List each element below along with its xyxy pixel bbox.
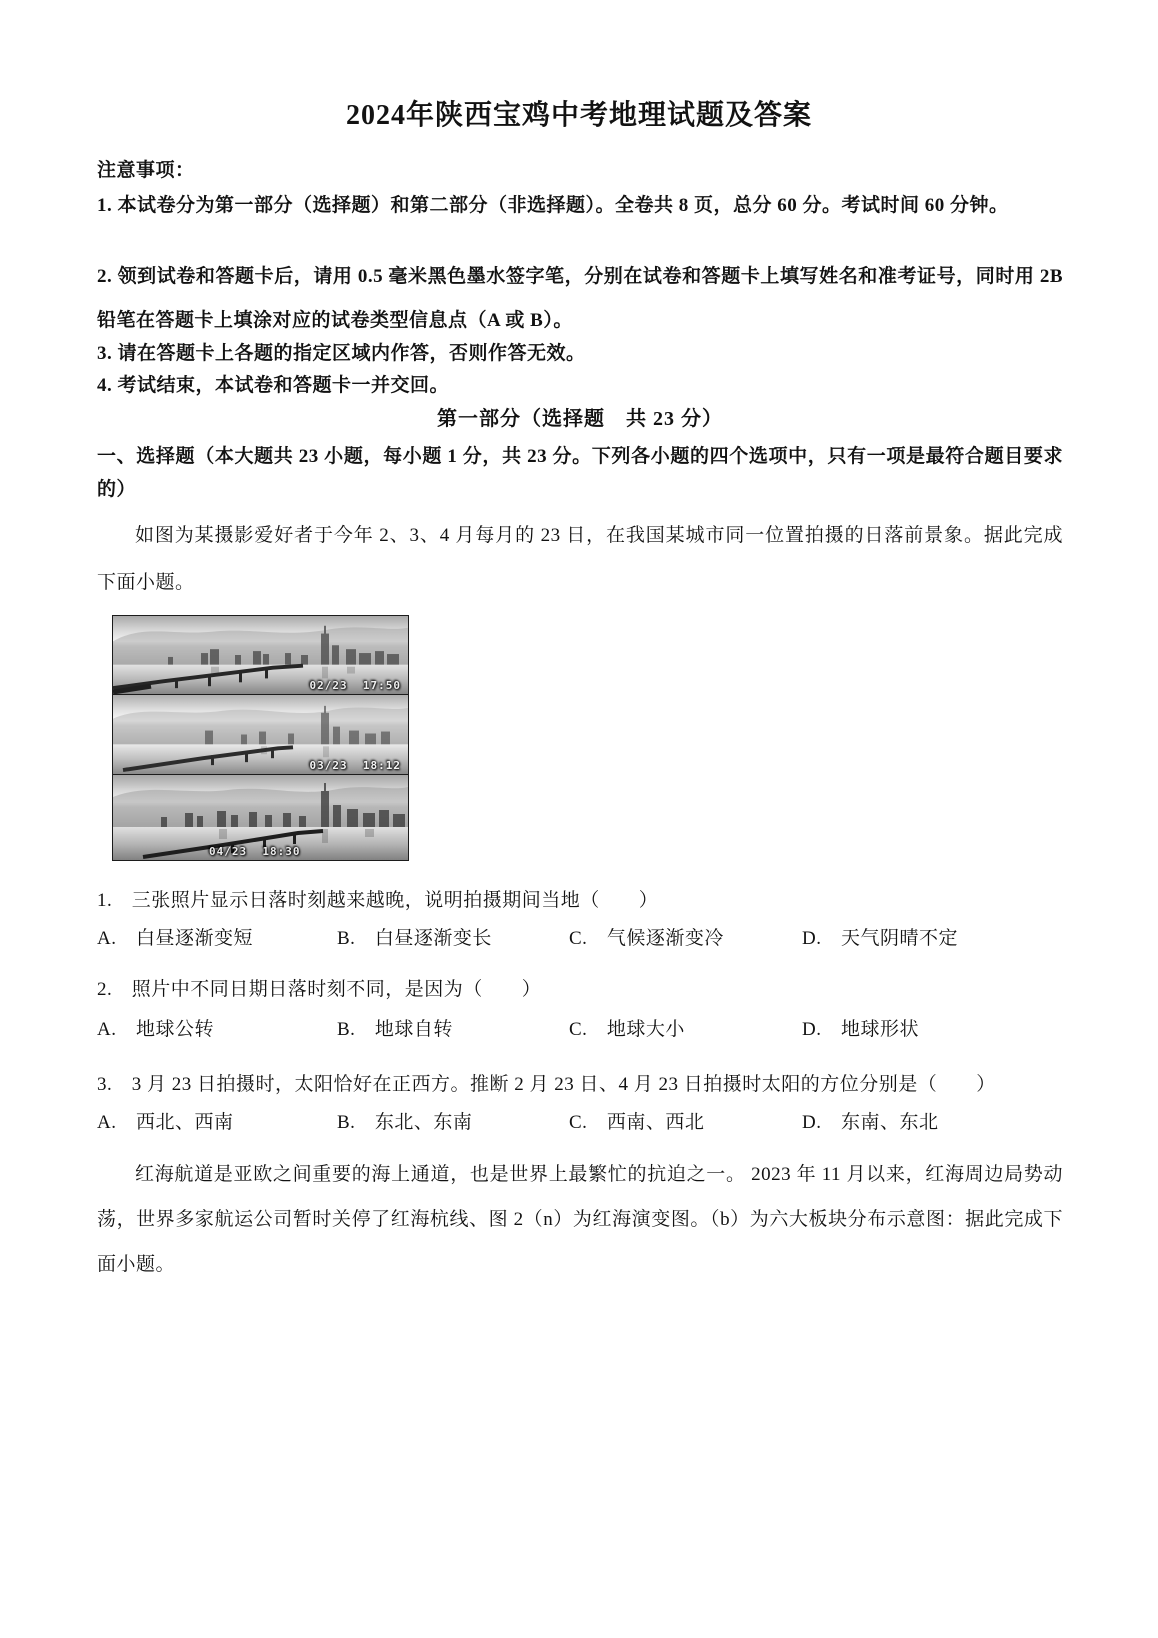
question-3-option-d: D. 东南、东北: [802, 1112, 939, 1133]
sunset-photo-3: [113, 775, 408, 860]
question-1-option-b: B. 白昼逐渐变长: [337, 928, 492, 949]
question-2-options: [97, 1014, 1063, 1046]
sunset-photos-figure: [112, 615, 409, 861]
question-2-option-c: C. 地球大小: [569, 1019, 685, 1040]
photo-timestamp: 04/23 18:30: [209, 845, 301, 858]
question-3-stem: 3. 3 月 23 日拍摄时，太阳恰好在正西方。推断 2 月 23 日、4 月 23 日拍摄时太阳的方位分别是（ ）: [97, 1074, 996, 1095]
question-1-options: [97, 923, 1063, 955]
question-1-option-d: D. 天气阴晴不定: [802, 928, 958, 949]
question-type-intro: 一、选择题（本大题共 23 小题，每小题 1 分，共 23 分。下列各小题的四个选项中，只有一项是最符合题目要求的）: [97, 446, 1063, 500]
question-2-stem: 2. 照片中不同日期日落时刻不同，是因为（ ）: [97, 979, 542, 1000]
question-3-option-c: C. 西南、西北: [569, 1112, 705, 1133]
notice-heading: 注意事项：: [97, 160, 195, 181]
question-1-option-a: A. 白昼逐渐变短: [97, 928, 253, 949]
question-3-option-b: B. 东北、东南: [337, 1112, 473, 1133]
question-1-option-c: C. 气候逐渐变冷: [569, 928, 724, 949]
notice-item-4: 4. 考试结束，本试卷和答题卡一并交回。: [97, 375, 450, 396]
question-2-option-a: A. 地球公转: [97, 1019, 214, 1040]
passage-red-sea: 红海航道是亚欧之间重要的海上通道，也是世界上最繁忙的抗迫之一。 2023 年 11 月以来，红海周边局势动荡，世界多家航运公司暂时关停了红海杭线、图 2（n）为红海演变图。（b）为六大板块分布示意图：据此完成下面小题。: [97, 1164, 1063, 1275]
question-3-option-a: A. 西北、西南: [97, 1112, 234, 1133]
notice-item-2: 2. 领到试卷和答题卡后，请用 0.5 毫米黑色墨水签字笔，分别在试卷和答题卡上填写姓名和准考证号，同时用 2B 铅笔在答题卡上填涂对应的试卷类型信息点（A 或 B）。: [97, 266, 1063, 331]
notice-item-1: 1. 本试卷分为第一部分（选择题）和第二部分（非选择题）。全卷共 8 页，总分 60 分。考试时间 60 分钟。: [97, 195, 1009, 216]
question-3-options: [97, 1107, 1063, 1139]
question-2-option-d: D. 地球形状: [802, 1019, 919, 1040]
question-2-option-b: B. 地球自转: [337, 1019, 453, 1040]
photo-timestamp: 03/23 18:12: [309, 759, 401, 772]
photo-timestamp: 02/23 17:50: [309, 679, 401, 692]
question-1-stem: 1. 三张照片显示日落时刻越来越晚，说明拍摄期间当地（ ）: [97, 890, 659, 911]
section-1-heading: 第一部分（选择题 共 23 分）: [437, 408, 723, 430]
passage-sunset: 如图为某摄影爱好者于今年 2、3、4 月每月的 23 日，在我国某城市同一位置拍摄的日落前景象。据此完成下面小题。: [97, 525, 1063, 593]
sunset-photo-1: [113, 616, 408, 695]
sunset-photo-2: [113, 695, 408, 775]
notice-item-3: 3. 请在答题卡上各题的指定区域内作答，否则作答无效。: [97, 343, 586, 364]
page-title: 2024年陕西宝鸡中考地理试题及答案: [345, 100, 812, 131]
